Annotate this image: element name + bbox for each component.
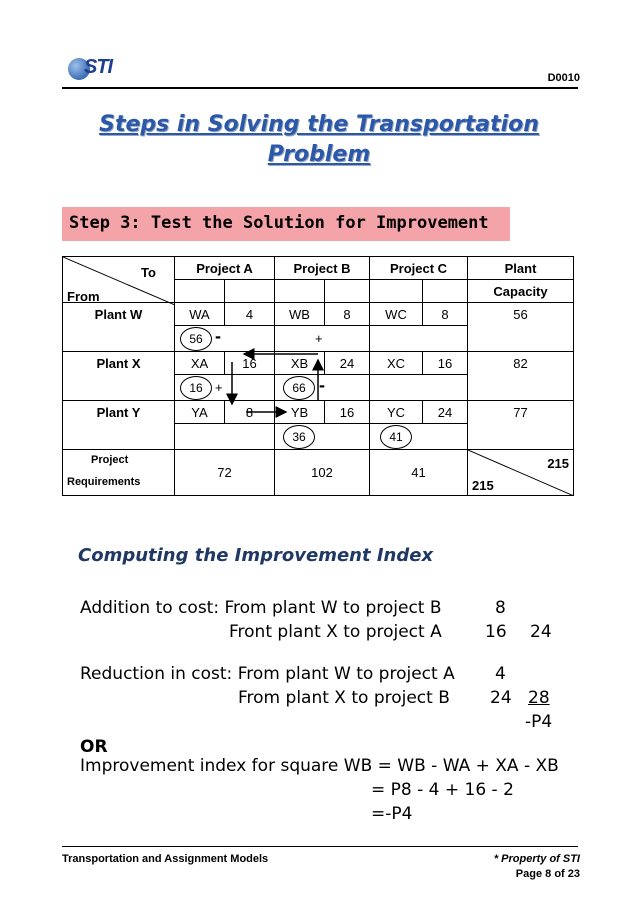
row-label-w: Plant W <box>63 303 175 352</box>
title-line-2: Problem <box>267 142 371 167</box>
corner-to: To <box>141 265 156 280</box>
formula-line-1: Improvement index for square WB = WB - WA + XA - XB <box>80 756 559 776</box>
cell-code-ya: YA <box>175 401 225 424</box>
red-sum: 28 <box>528 688 550 708</box>
col-header-c: Project C <box>370 257 468 280</box>
add-sum: 24 <box>530 622 552 642</box>
add-val-2: 16 <box>485 622 507 642</box>
total-bottom: 215 <box>472 478 494 493</box>
capacity-header: Capacity <box>468 280 574 303</box>
cell-cost-ya: 8 <box>225 401 275 424</box>
cell-code-yc: YC <box>370 401 423 424</box>
allocation-wa: 56 <box>180 327 212 351</box>
cell-code-wc: WC <box>370 303 423 326</box>
footer-right-1: * Property of STI <box>493 853 580 865</box>
capacity-w: 56 <box>468 303 574 352</box>
red-line-2: From plant X to project B <box>238 688 450 708</box>
improvement-heading: Computing the Improvement Index <box>78 545 434 566</box>
corner-from: From <box>67 289 100 304</box>
footer-page: Page 8 of 23 <box>515 868 580 880</box>
cell-cost-xa: 16 <box>225 352 275 375</box>
title-line-1: Steps in Solving the Transportation <box>99 112 539 137</box>
sign-xb: - <box>319 375 325 395</box>
cell-code-yb: YB <box>275 401 325 424</box>
total-top: 215 <box>547 456 570 471</box>
req-label-2: Requirements <box>67 476 141 488</box>
footer-rule <box>62 846 578 847</box>
req-label-1: Project <box>91 454 129 466</box>
allocation-xb: 66 <box>283 376 315 400</box>
allocation-yc: 41 <box>380 425 412 449</box>
cell-code-wa: WA <box>175 303 225 326</box>
cell-cost-yc: 24 <box>423 401 468 424</box>
cell-cost-wc: 8 <box>423 303 468 326</box>
allocation-xa: 16 <box>180 376 212 400</box>
logo-text: STI <box>84 56 113 78</box>
allocation-yb: 36 <box>283 425 315 449</box>
footer-left: Transportation and Assignment Models <box>62 853 269 865</box>
add-val-1: 8 <box>495 598 506 618</box>
sign-wb: + <box>315 331 323 346</box>
col-header-b: Project B <box>275 257 370 280</box>
net-value: -P4 <box>525 712 553 732</box>
req-a: 72 <box>175 450 275 496</box>
red-line-1: Reduction in cost: From plant W to project A <box>80 664 455 684</box>
add-line-2: Front plant X to project A <box>229 622 442 642</box>
step-label: Step 3: Test the Solution for Improvement <box>69 213 489 233</box>
formula-line-2: = P8 - 4 + 16 - 2 <box>371 780 514 800</box>
doc-code: D0010 <box>547 72 580 84</box>
cell-cost-xc: 16 <box>423 352 468 375</box>
cell-cost-wa: 4 <box>225 303 275 326</box>
formula-line-3: =-P4 <box>371 804 413 824</box>
row-label-y: Plant Y <box>63 401 175 450</box>
cell-cost-yb: 16 <box>325 401 370 424</box>
cell-code-xc: XC <box>370 352 423 375</box>
sign-xa: + <box>215 380 223 395</box>
cell-cost-wb: 8 <box>325 303 370 326</box>
cell-cost-xb: 24 <box>325 352 370 375</box>
or-label: OR <box>80 737 108 757</box>
sign-wa: - <box>215 326 221 346</box>
req-b: 102 <box>275 450 370 496</box>
req-c: 41 <box>370 450 468 496</box>
col-header-a: Project A <box>175 257 275 280</box>
capacity-y: 77 <box>468 401 574 450</box>
row-label-x: Plant X <box>63 352 175 401</box>
add-line-1: Addition to cost: From plant W to project B <box>80 598 442 618</box>
red-val-1: 4 <box>495 664 506 684</box>
red-val-2: 24 <box>490 688 512 708</box>
cell-code-xa: XA <box>175 352 225 375</box>
cell-code-xb: XB <box>275 352 325 375</box>
plant-header: Plant <box>468 257 574 280</box>
cell-code-wb: WB <box>275 303 325 326</box>
capacity-x: 82 <box>468 352 574 401</box>
